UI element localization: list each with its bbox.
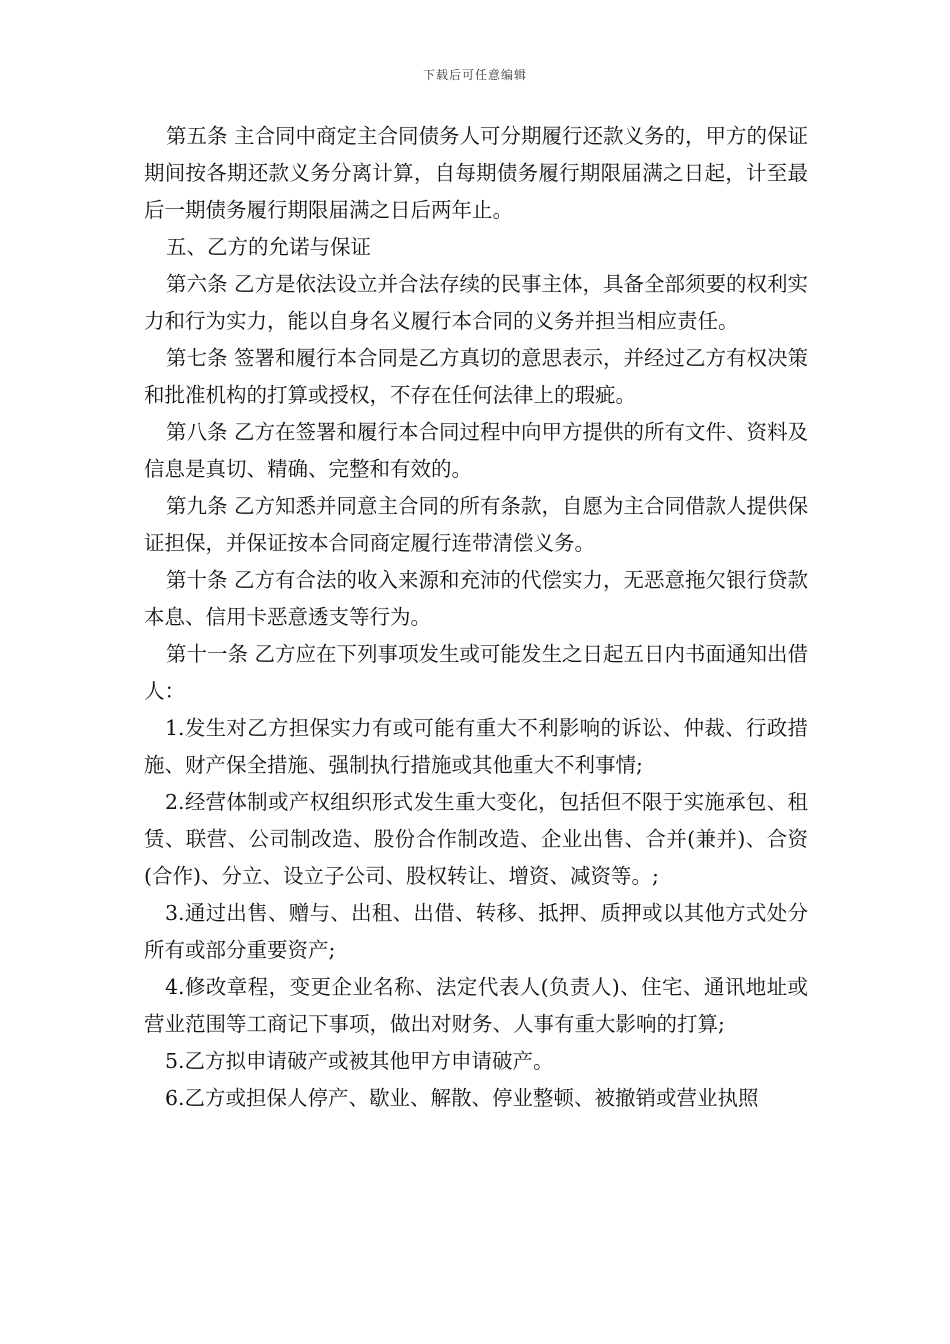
- list-item-3: 3.通过出售、赠与、出租、出借、转移、抵押、质押或以其他方式处分所有或部分重要资产;: [144, 901, 808, 962]
- page-header: 下载后可任意编辑: [422, 68, 527, 82]
- list-item-5: 5.乙方拟申请破产或被其他甲方申请破产。: [165, 1049, 554, 1073]
- article-9: 第九条 乙方知悉并同意主合同的所有条款，自愿为主合同借款人提供保证担保，并保证按本合同商定履行连带清偿义务。: [144, 494, 809, 555]
- list-item-2: 2.经营体制或产权组织形式发生重大变化，包括但不限于实施承包、租赁、联营、公司制改造、股份合作制改造、企业出售、合并(兼并)、合资(合作)、分立、设立子公司、股权转让、增资、减资等。;: [144, 790, 808, 888]
- list-item-6: 6.乙方或担保人停产、歇业、解散、停业整顿、被撤销或营业执照: [165, 1086, 759, 1110]
- document-body: [144, 118, 808, 1117]
- article-10: 第十条 乙方有合法的收入来源和充沛的代偿实力，无恶意拖欠银行贷款本息、信用卡恶意透支等行为。: [144, 568, 809, 629]
- list-item-4: 4.修改章程，变更企业名称、法定代表人(负责人)、住宅、通讯地址或营业范围等工商记下事项，做出对财务、人事有重大影响的打算;: [144, 975, 808, 1036]
- article-6: 第六条 乙方是依法设立并合法存续的民事主体，具备全部须要的权利实力和行为实力，能以自身名义履行本合同的义务并担当相应责任。: [144, 272, 809, 333]
- article-7: 第七条 签署和履行本合同是乙方真切的意思表示，并经过乙方有权决策和批准机构的打算或授权，不存在任何法律上的瑕疵。: [144, 346, 809, 407]
- article-11: 第十一条 乙方应在下列事项发生或可能发生之日起五日内书面通知出借人：: [144, 642, 809, 703]
- list-item-1: 1.发生对乙方担保实力有或可能有重大不利影响的诉讼、仲裁、行政措施、财产保全措施、强制执行措施或其他重大不利事情;: [144, 716, 808, 777]
- article-8: 第八条 乙方在签署和履行本合同过程中向甲方提供的所有文件、资料及信息是真切、精确、完整和有效的。: [144, 420, 809, 481]
- article-5: 第五条 主合同中商定主合同债务人可分期履行还款义务的，甲方的保证期间按各期还款义务分离计算，自每期债务履行期限届满之日起，计至最后一期债务履行期限届满之日后两年止。: [144, 124, 809, 222]
- section-heading-5: 五、乙方的允诺与保证: [166, 235, 371, 259]
